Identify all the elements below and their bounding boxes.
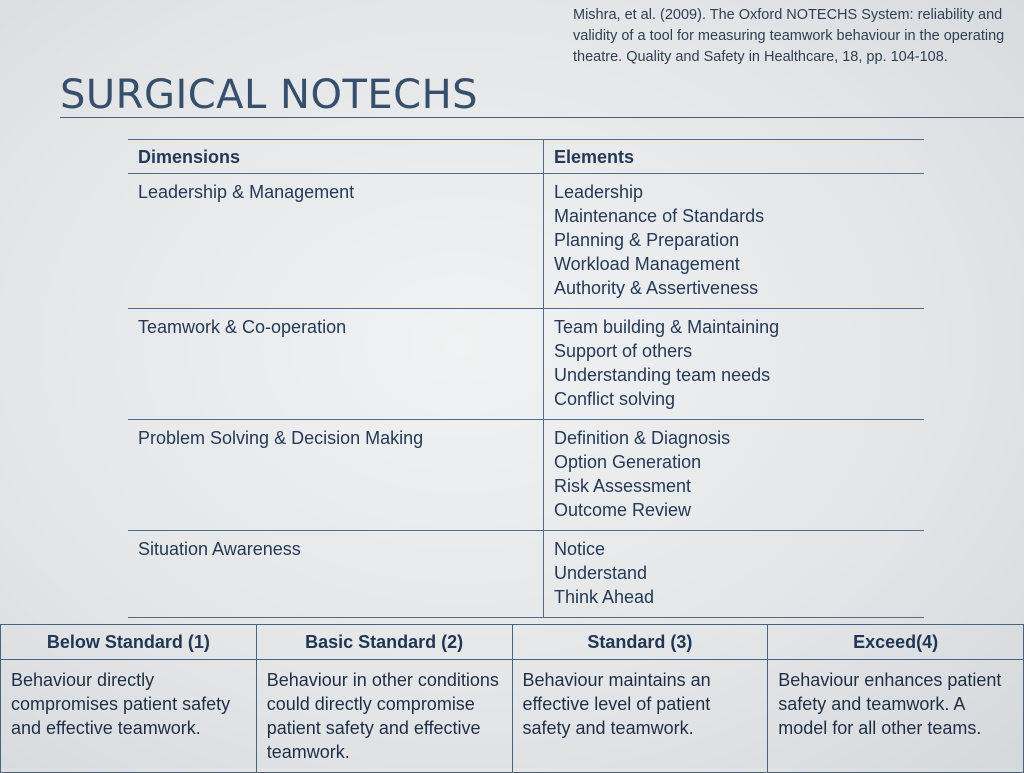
level-header-standard: Standard (3)	[512, 625, 768, 660]
citation-text: Mishra, et al. (2009). The Oxford NOTECHS System: reliability and validity of a tool for measuring teamwork behaviour in the operating theatre. Quality and Safety in Healthcare, 18, pp. 104-108.	[573, 7, 1005, 65]
level-description: Behaviour in other conditions could directly compromise patient safety and effective teamwork.	[256, 660, 512, 773]
dimension-cell: Teamwork & Co-operation	[128, 309, 544, 420]
table-row	[128, 531, 924, 618]
level-header-below-standard: Below Standard (1)	[1, 625, 257, 660]
element-item: Option Generation	[554, 452, 702, 472]
element-item: Definition & Diagnosis	[554, 428, 731, 448]
elements-header: Elements	[544, 140, 925, 174]
element-item: Maintenance of Standards	[554, 206, 765, 226]
dimensions-header-row	[128, 140, 924, 174]
page-title: SURGICAL NOTECHS	[60, 72, 479, 118]
element-item: Team building & Maintaining	[554, 317, 780, 337]
element-item: Think Ahead	[554, 587, 655, 607]
table-row	[128, 174, 924, 309]
element-item: Understand	[554, 563, 648, 583]
element-item: Support of others	[554, 341, 693, 361]
level-description: Behaviour directly compromises patient safety and effective teamwork.	[1, 660, 257, 773]
element-item: Notice	[554, 539, 606, 559]
element-item: Authority & Assertiveness	[554, 278, 759, 298]
element-item: Understanding team needs	[554, 365, 771, 385]
elements-cell	[544, 531, 925, 618]
dimensions-table	[128, 139, 924, 618]
dimension-cell: Situation Awareness	[128, 531, 544, 618]
level-description: Behaviour maintains an effective level of patient safety and teamwork.	[512, 660, 768, 773]
elements-cell	[544, 174, 925, 309]
table-row	[128, 420, 924, 531]
element-item: Risk Assessment	[554, 476, 692, 496]
dimension-cell: Leadership & Management	[128, 174, 544, 309]
element-item: Workload Management	[554, 254, 740, 274]
element-item: Planning & Preparation	[554, 230, 740, 250]
levels-table	[0, 624, 1024, 773]
element-item: Outcome Review	[554, 500, 692, 520]
table-row	[128, 309, 924, 420]
levels-description-row	[1, 660, 1024, 773]
element-item: Conflict solving	[554, 389, 676, 409]
level-header-basic-standard: Basic Standard (2)	[256, 625, 512, 660]
dimensions-header: Dimensions	[128, 140, 544, 174]
level-header-exceed: Exceed(4)	[768, 625, 1024, 660]
elements-cell	[544, 309, 925, 420]
dimension-cell: Problem Solving & Decision Making	[128, 420, 544, 531]
elements-cell	[544, 420, 925, 531]
title-divider	[60, 117, 1024, 118]
level-description: Behaviour enhances patient safety and teamwork. A model for all other teams.	[768, 660, 1024, 773]
element-item: Leadership	[554, 182, 644, 202]
levels-header-row	[1, 625, 1024, 660]
